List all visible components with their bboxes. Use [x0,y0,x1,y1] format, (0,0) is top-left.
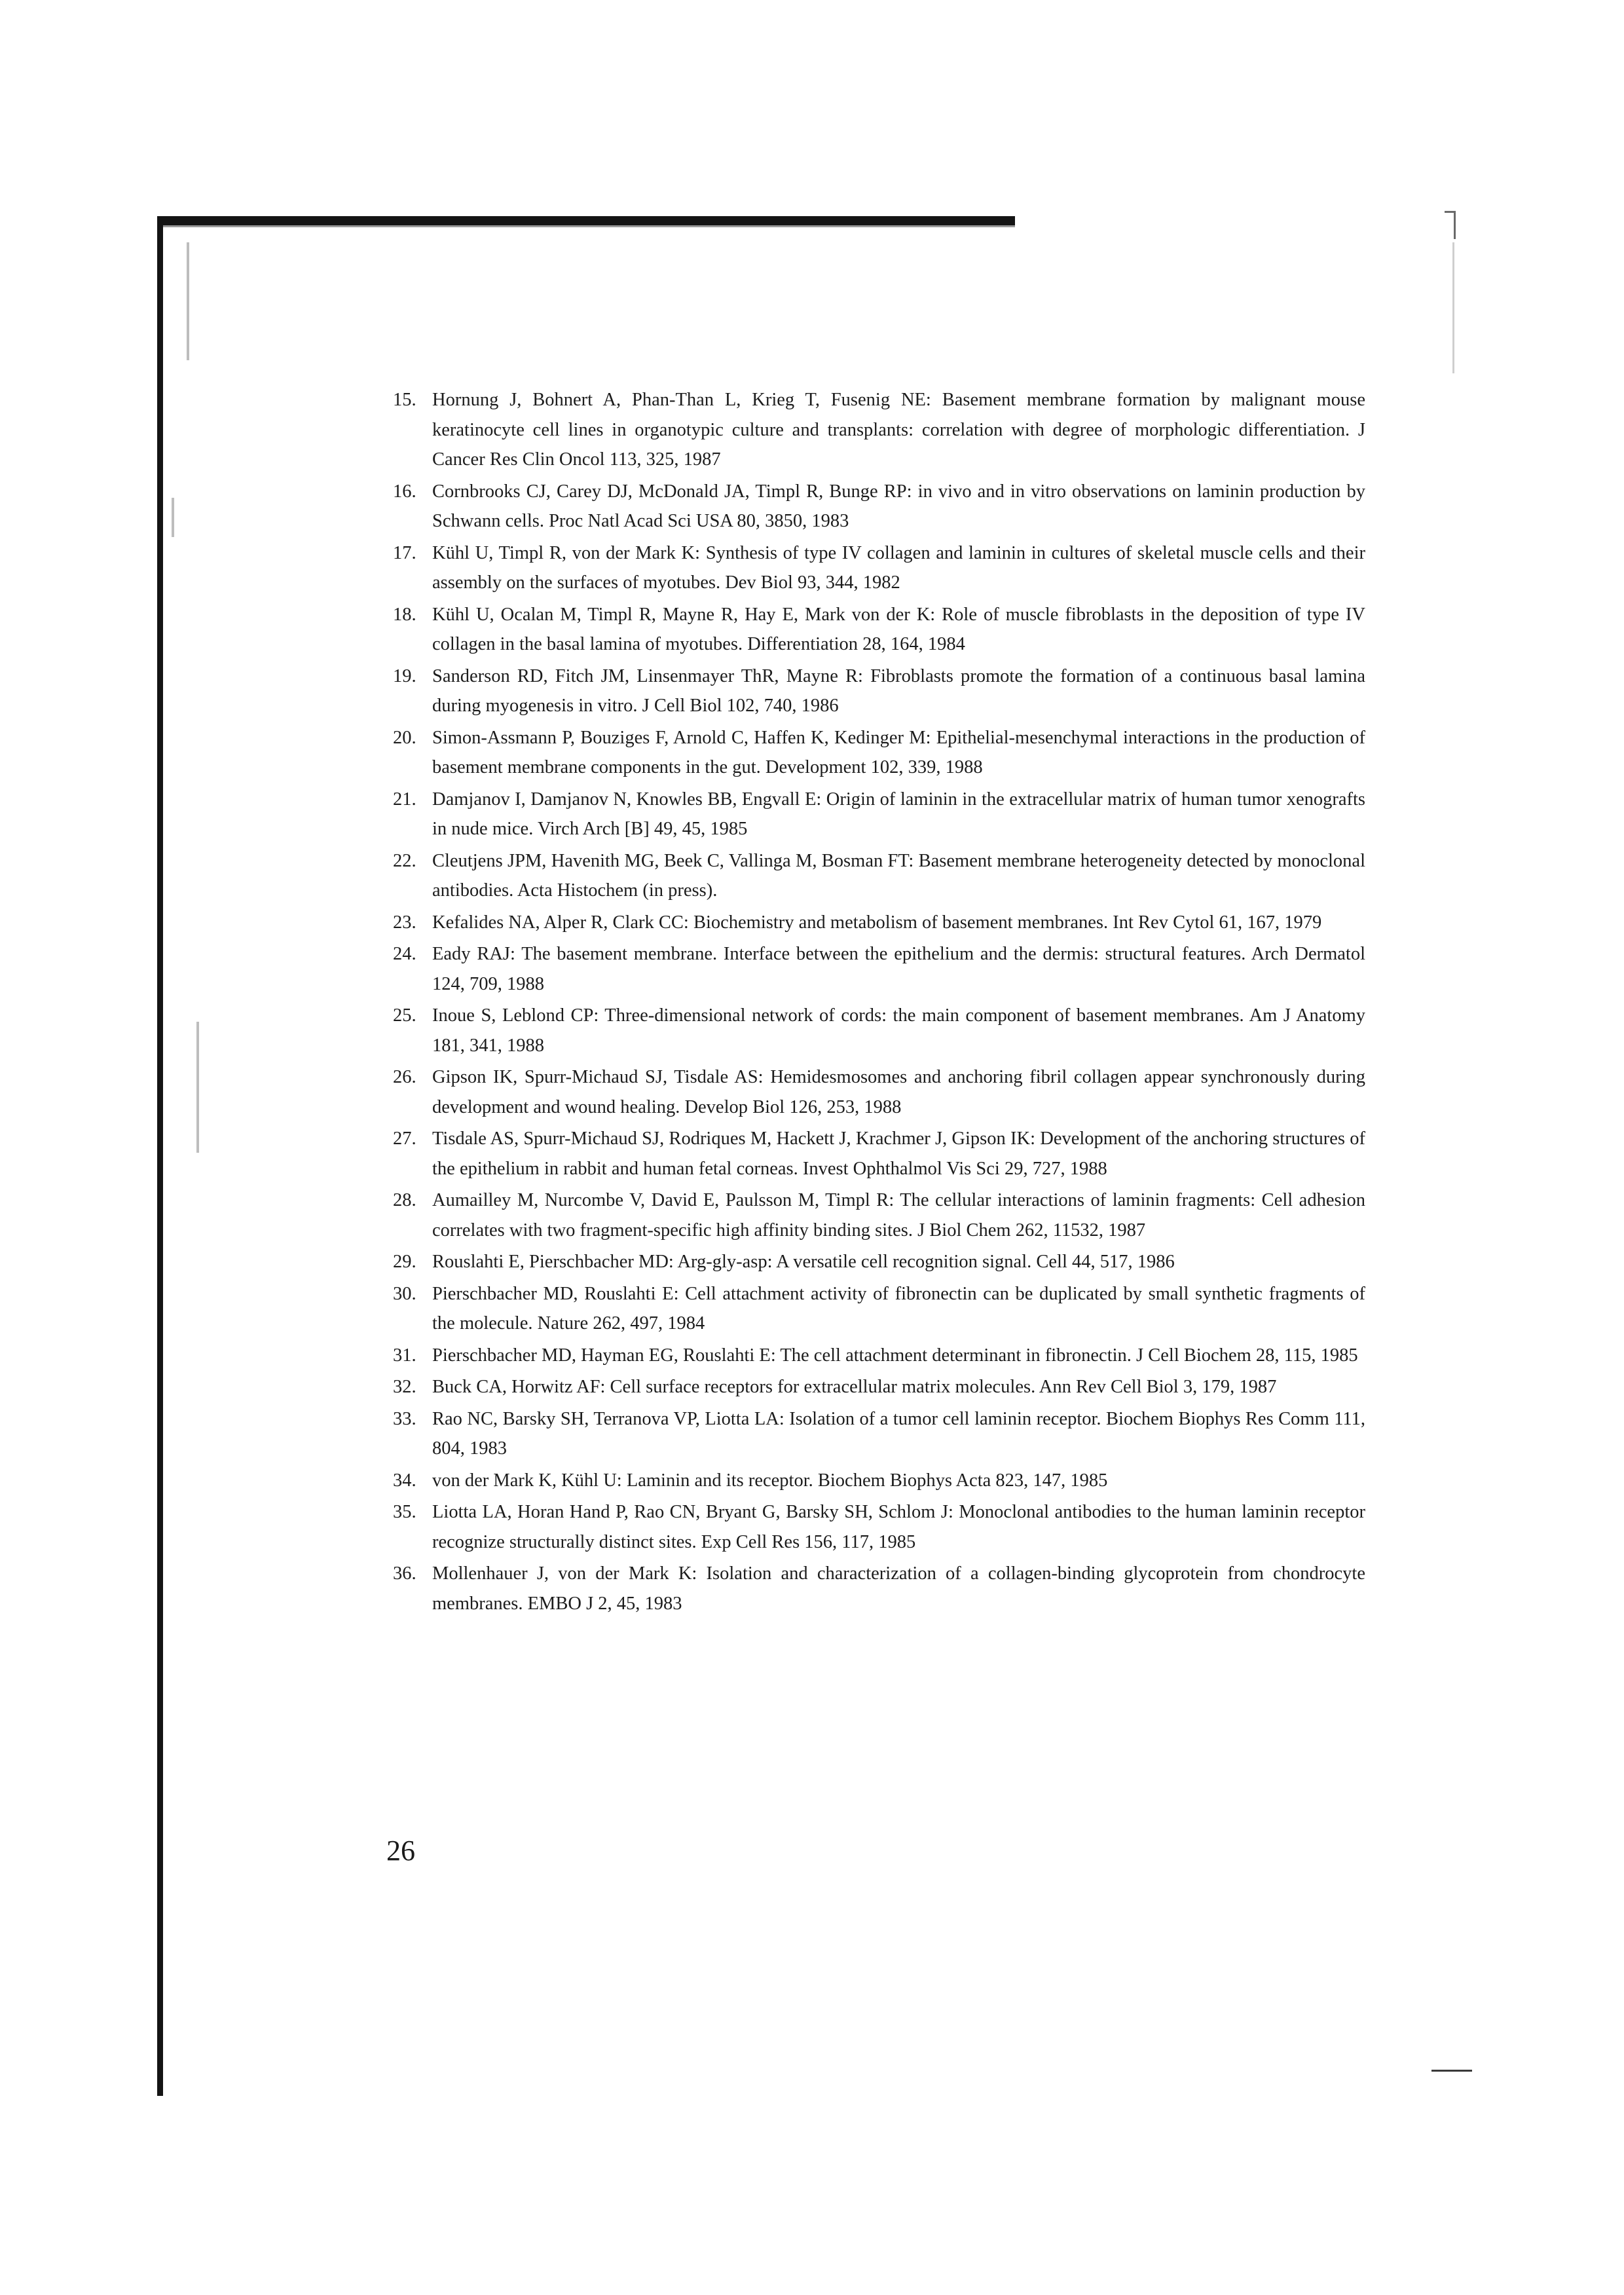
reference-item [393,1185,1365,1245]
reference-text: Simon-Assmann P, Bouziges F, Arnold C, Haffen K, Kedinger M: Epithelial-mesenchymal interactions in the production of basement membrane components in the gut. Development 102, 339, 1988 [432,727,1365,777]
reference-number: 21. [393,789,416,810]
reference-text: Mollenhauer J, von der Mark K: Isolation and characterization of a collagen-binding glycoprotein from chondrocyte membranes. EMBO J 2, 45, 1983 [432,1563,1365,1614]
reference-number: 36. [393,1563,416,1584]
reference-text: Sanderson RD, Fitch JM, Linsenmayer ThR, Mayne R: Fibroblasts promote the formation of a continuous basal lamina during myogenesis in vitro. J Cell Biol 102, 740, 1986 [432,665,1365,716]
reference-number: 35. [393,1502,416,1522]
scan-bottom-right-mark [1431,2070,1472,2072]
reference-number: 22. [393,850,416,871]
reference-item [393,1466,1365,1496]
reference-text: Pierschbacher MD, Rouslahti E: Cell attachment activity of fibronectin can be duplicated by small synthetic fragments of the molecule. Nature 262, 497, 1984 [432,1283,1365,1334]
reference-item [393,908,1365,938]
reference-item [393,1247,1365,1277]
reference-number: 15. [393,390,416,410]
reference-item [393,600,1365,660]
reference-number: 33. [393,1408,416,1429]
page-number: 26 [386,1835,415,1867]
reference-number: 20. [393,727,416,748]
reference-item [393,1279,1365,1339]
scan-speckle [187,242,189,360]
reference-text: Cornbrooks CJ, Carey DJ, McDonald JA, Timpl R, Bunge RP: in vivo and in vitro observations on laminin production by Schwann cells. Proc Natl Acad Sci USA 80, 3850, 1983 [432,481,1365,531]
reference-text: Buck CA, Horwitz AF: Cell surface receptors for extracellular matrix molecules. Ann Rev Cell Biol 3, 179, 1987 [432,1377,1277,1397]
reference-number: 29. [393,1252,416,1272]
reference-number: 23. [393,912,416,933]
reference-text: von der Mark K, Kühl U: Laminin and its receptor. Biochem Biophys Acta 823, 147, 1985 [432,1470,1108,1491]
reference-item [393,385,1365,475]
reference-list [393,385,1365,1620]
reference-number: 25. [393,1005,416,1026]
reference-item [393,1372,1365,1402]
reference-item [393,1341,1365,1371]
scan-top-rule-shadow [157,225,1015,227]
scan-speckle [196,1022,199,1153]
reference-text: Aumailley M, Nurcombe V, David E, Paulsson M, Timpl R: The cellular interactions of laminin fragments: Cell adhesion correlates with two fragment-specific high affinity binding sites. J Biol Chem 262, 11532, 1987 [432,1190,1365,1241]
reference-number: 17. [393,542,416,563]
reference-item [393,1404,1365,1464]
reference-number: 26. [393,1067,416,1087]
reference-number: 19. [393,665,416,686]
reference-number: 18. [393,604,416,625]
scan-right-edge [1452,242,1454,373]
reference-text: Eady RAJ: The basement membrane. Interface between the epithelium and the dermis: structural features. Arch Dermatol 124, 709, 1988 [432,944,1365,994]
reference-item [393,1062,1365,1122]
reference-number: 28. [393,1190,416,1210]
scan-top-rule [157,216,1015,225]
scan-left-edge [157,216,163,2096]
reference-text: Inoue S, Leblond CP: Three-dimensional network of cords: the main component of basement membranes. Am J Anatomy 181, 341, 1988 [432,1005,1365,1056]
reference-item [393,846,1365,906]
reference-item [393,1124,1365,1184]
reference-item [393,662,1365,721]
reference-text: Kühl U, Timpl R, von der Mark K: Synthesis of type IV collagen and laminin in cultures of skeletal muscle cells and their assembly on the surfaces of myotubes. Dev Biol 93, 344, 1982 [432,542,1365,593]
scan-speckle [172,498,174,537]
reference-number: 30. [393,1283,416,1304]
reference-text: Gipson IK, Spurr-Michaud SJ, Tisdale AS: Hemidesmosomes and anchoring fibril collagen appear synchronously during development and wound healing. Develop Biol 126, 253, 1988 [432,1067,1365,1117]
reference-text: Rao NC, Barsky SH, Terranova VP, Liotta LA: Isolation of a tumor cell laminin receptor. Biochem Biophys Res Comm 111, 804, 1983 [432,1408,1365,1459]
reference-number: 32. [393,1377,416,1397]
scan-right-corner [1445,211,1456,239]
reference-text: Kefalides NA, Alper R, Clark CC: Biochemistry and metabolism of basement membranes. Int Rev Cytol 61, 167, 1979 [432,912,1322,933]
reference-text: Damjanov I, Damjanov N, Knowles BB, Engvall E: Origin of laminin in the extracellular matrix of human tumor xenografts in nude mice. Virch Arch [B] 49, 45, 1985 [432,789,1365,839]
reference-number: 34. [393,1470,416,1491]
reference-number: 31. [393,1345,416,1366]
reference-text: Rouslahti E, Pierschbacher MD: Arg-gly-asp: A versatile cell recognition signal. Cell 44, 517, 1986 [432,1252,1175,1272]
reference-item [393,1559,1365,1618]
reference-number: 24. [393,944,416,964]
reference-item [393,1497,1365,1557]
reference-number: 27. [393,1129,416,1149]
reference-text: Hornung J, Bohnert A, Phan-Than L, Krieg T, Fusenig NE: Basement membrane formation by malignant mouse keratinocyte cell lines in organotypic culture and transplants: correlation with degree of morphologic differentiation. J Cancer Res Clin Oncol 113, 325, 1987 [432,390,1365,470]
reference-text: Cleutjens JPM, Havenith MG, Beek C, Vallinga M, Bosman FT: Basement membrane heterogeneity detected by monoclonal antibodies. Acta Histochem (in press). [432,850,1365,901]
reference-item [393,723,1365,783]
reference-item [393,939,1365,999]
reference-text: Tisdale AS, Spurr-Michaud SJ, Rodriques M, Hackett J, Krachmer J, Gipson IK: Development of the anchoring structures of the epithelium in rabbit and human fetal corneas. Invest Ophthalmol Vis Sci 29, 727, 1988 [432,1129,1365,1179]
reference-text: Kühl U, Ocalan M, Timpl R, Mayne R, Hay E, Mark von der K: Role of muscle fibroblasts in the deposition of type IV collagen in the basal lamina of myotubes. Differentiation 28, 164, 1984 [432,604,1365,654]
reference-item [393,538,1365,598]
reference-text: Pierschbacher MD, Hayman EG, Rouslahti E: The cell attachment determinant in fibronectin. J Cell Biochem 28, 115, 1985 [432,1345,1358,1366]
reference-item [393,785,1365,844]
reference-text: Liotta LA, Horan Hand P, Rao CN, Bryant G, Barsky SH, Schlom J: Monoclonal antibodies to the human laminin receptor recognize structurally distinct sites. Exp Cell Res 156, 117, 1985 [432,1502,1365,1552]
reference-item [393,1001,1365,1060]
reference-number: 16. [393,481,416,502]
reference-item [393,477,1365,536]
